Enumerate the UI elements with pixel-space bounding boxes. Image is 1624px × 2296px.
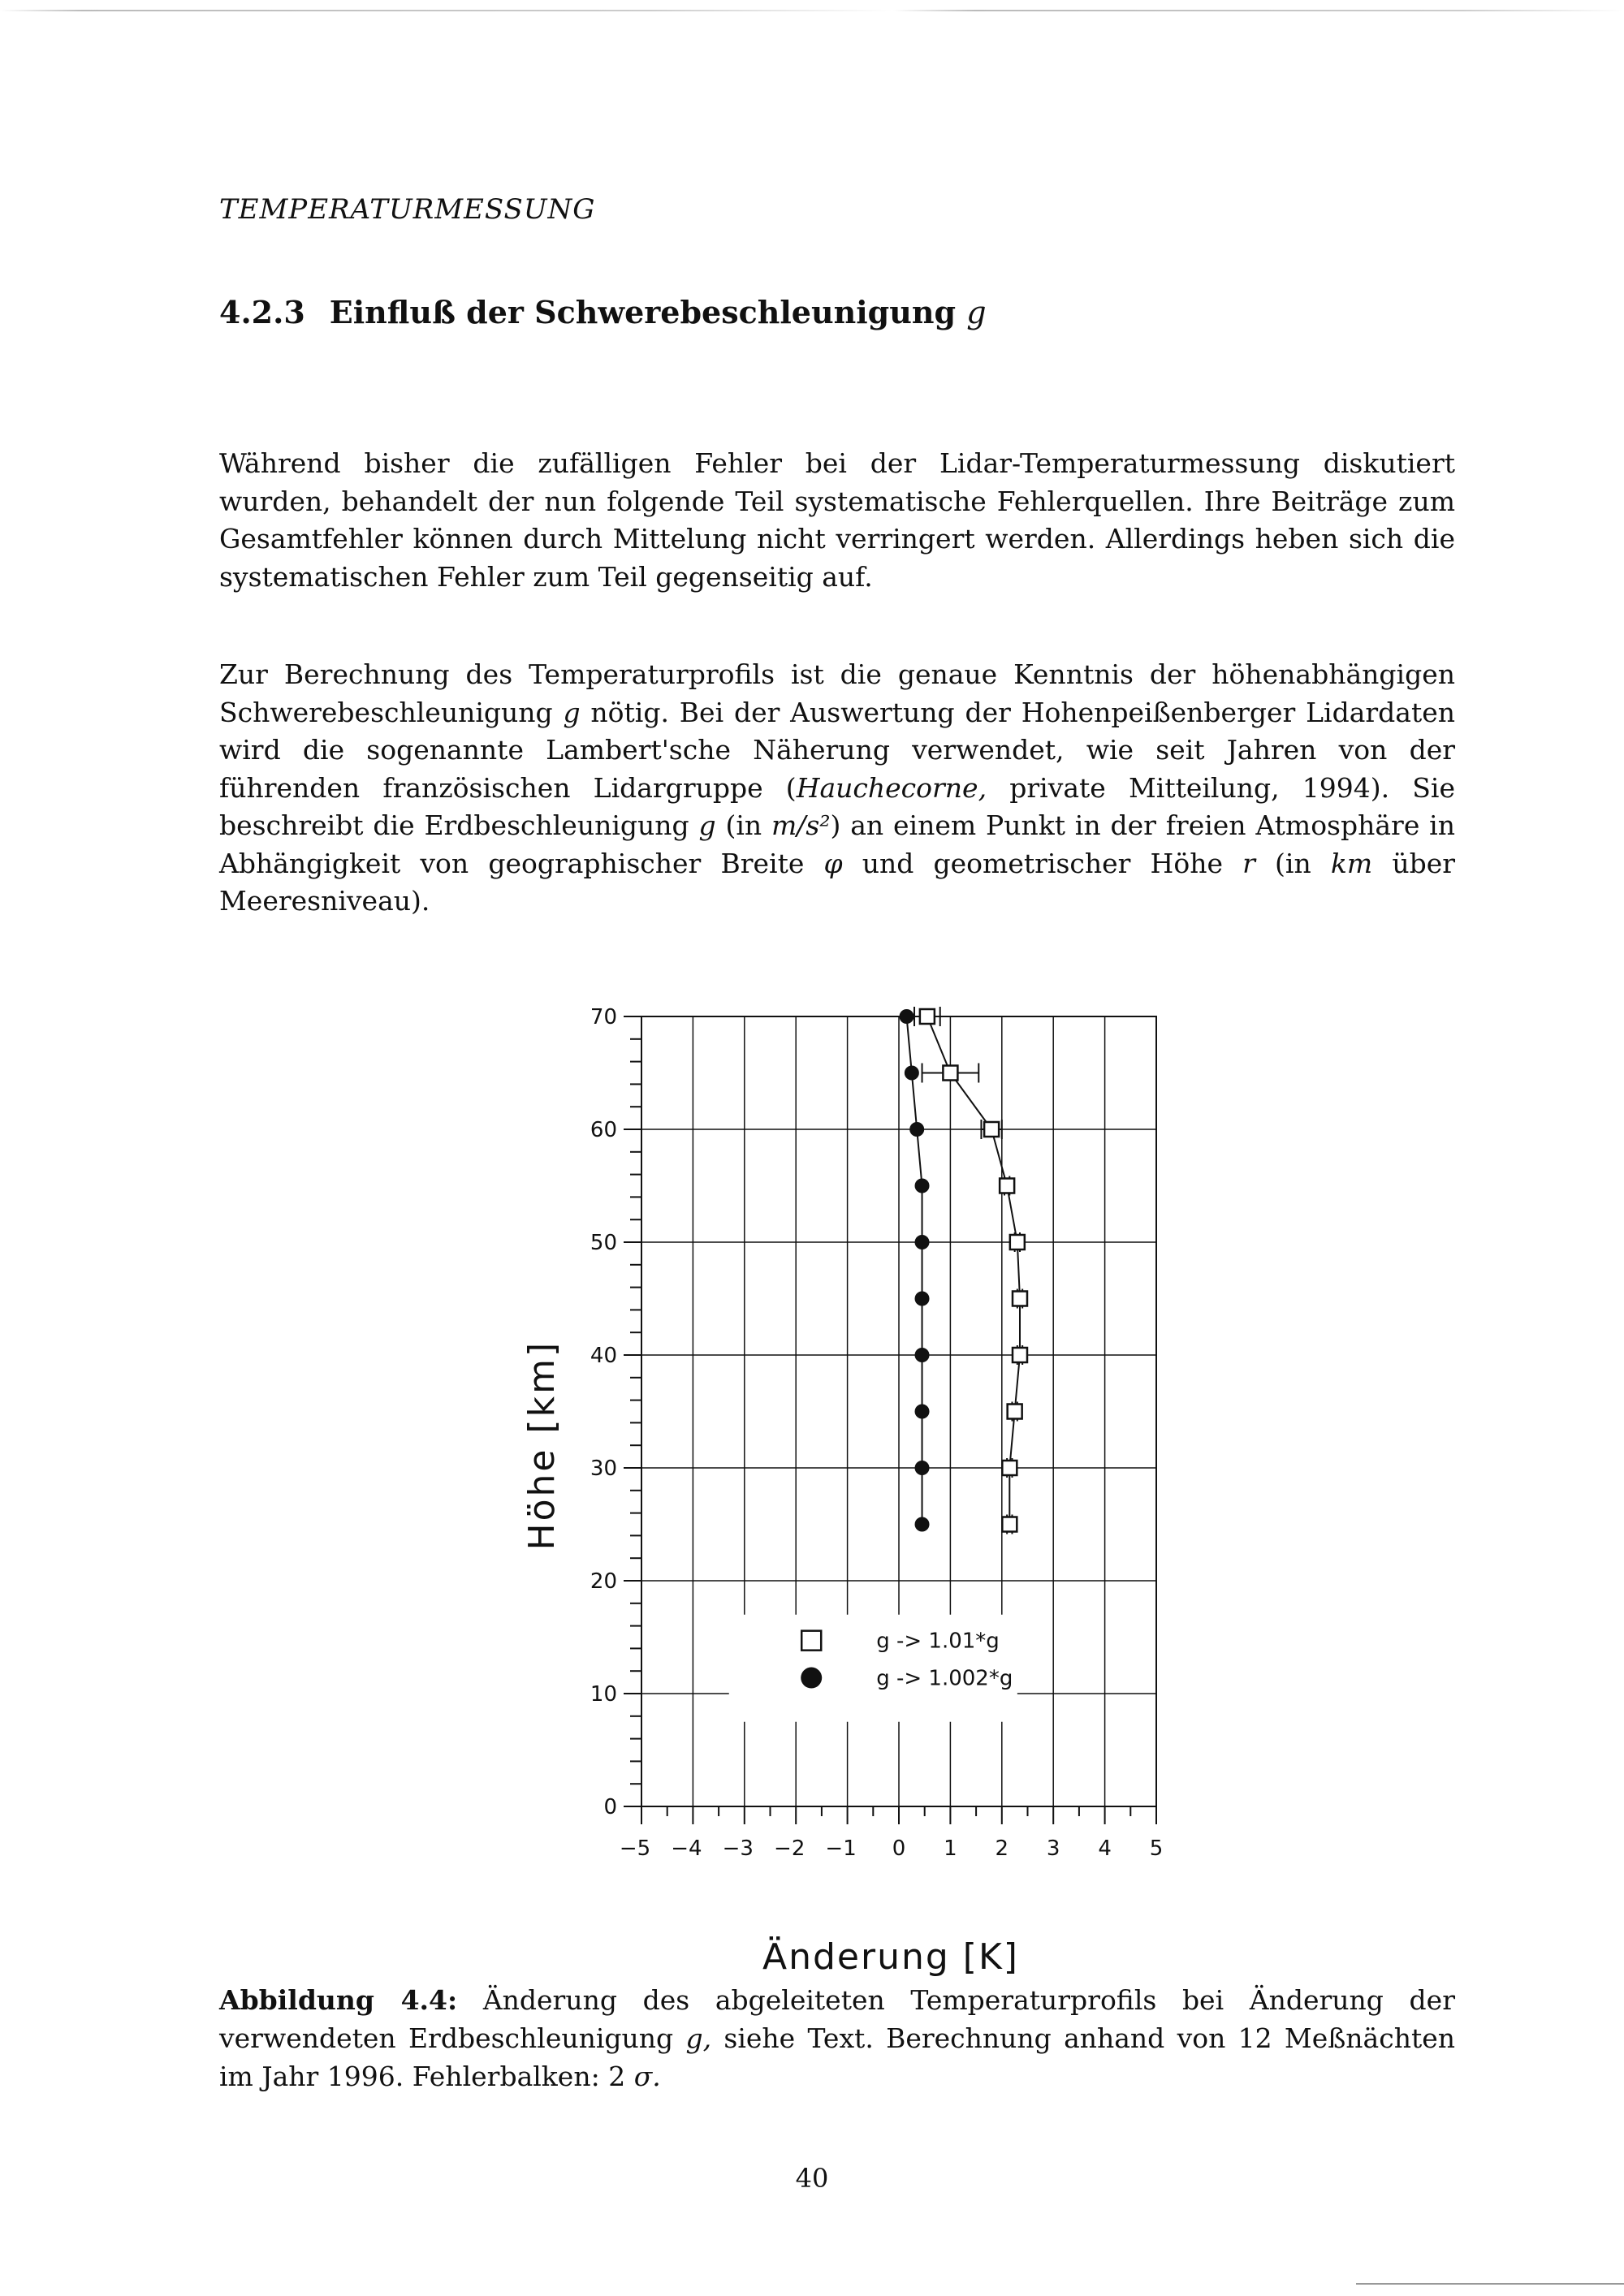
- data-point-square: [1002, 1517, 1017, 1532]
- data-point-square: [1008, 1405, 1022, 1419]
- data-point-square: [920, 1009, 935, 1024]
- data-point-dot: [915, 1235, 930, 1249]
- p2-unit-km: km: [1330, 847, 1373, 879]
- p2-text-4: (in: [715, 809, 771, 841]
- x-tick-label: 0: [892, 1836, 906, 1861]
- data-point-square: [1002, 1461, 1017, 1475]
- paragraph-2: [219, 656, 1455, 921]
- caption-symbol-sigma: σ.: [633, 2061, 661, 2092]
- series-line-1-01g: [927, 1016, 1020, 1525]
- data-point-square: [1010, 1235, 1025, 1249]
- footer-scan-line: [1356, 2283, 1624, 2285]
- data-point-dot: [915, 1348, 930, 1362]
- caption-label: Abbildung 4.4:: [219, 1984, 458, 2016]
- y-tick-label: 70: [590, 1005, 617, 1029]
- y-tick-label: 10: [590, 1682, 617, 1707]
- x-tick-label: −1: [825, 1836, 857, 1861]
- paragraph-1: Während bisher die zufälligen Fehler bei der Lidar-Temperaturmessung diskutiert wurden, behandelt der nun folgende Teil systematische Fehlerquellen. Ihre Beiträge zum Gesamtfehler können durch Mittelung nicht verringert werden. Allerdings heben sich die systematischen Fehler zum Teil gegenseitig auf.: [219, 447, 1455, 593]
- caption-text-2: siehe Text. Berechnung anhand von 12 Meßnächten im Jahr 1996. Fehlerbalken: 2: [219, 2022, 1455, 2092]
- p2-text-6: und geometrischer Höhe: [842, 847, 1243, 879]
- x-tick-label: 5: [1149, 1836, 1164, 1861]
- p2-text-3: private Mitteilung, 1994). Sie beschreibt die Erdbeschleunigung: [219, 771, 1455, 841]
- x-tick-label: −3: [722, 1836, 754, 1861]
- y-tick-label: 20: [590, 1569, 617, 1594]
- data-point-dot: [915, 1405, 930, 1419]
- section-symbol: g: [966, 295, 987, 330]
- chart-svg: [487, 986, 1186, 1977]
- y-tick-label: 0: [603, 1795, 617, 1819]
- x-tick-label: 3: [1046, 1836, 1060, 1861]
- x-tick-label: −4: [671, 1836, 702, 1861]
- x-tick-label: −5: [619, 1836, 651, 1861]
- p2-unit: m/s²: [771, 809, 831, 841]
- p2-text-7: (in: [1255, 847, 1331, 879]
- data-point-dot: [905, 1066, 919, 1081]
- y-tick-label: 60: [590, 1118, 617, 1142]
- data-point-dot: [900, 1009, 914, 1024]
- y-tick-label: 50: [590, 1231, 617, 1255]
- running-header: TEMPERATURMESSUNG: [219, 193, 596, 226]
- data-point-square: [984, 1122, 999, 1137]
- y-tick-label: 30: [590, 1457, 617, 1481]
- series-line-1-002g: [907, 1016, 922, 1525]
- p2-text-5: ) an einem Punkt in der freien Atmosphäre in Abhängigkeit von geographischer Breite: [219, 809, 1455, 879]
- data-point-dot: [915, 1179, 930, 1193]
- p2-symbol-g2: g: [698, 809, 716, 841]
- data-point-square: [1013, 1292, 1027, 1306]
- p2-text-8: über Meeresniveau).: [219, 847, 1456, 917]
- caption-text-1: Änderung des abgeleiteten Temperaturprofils bei Änderung der verwendeten Erdbeschleunigung: [219, 1984, 1455, 2054]
- legend-marker-square: [801, 1631, 821, 1651]
- x-tick-label: 2: [995, 1836, 1009, 1861]
- y-tick-label: 40: [590, 1344, 617, 1368]
- x-tick-label: 4: [1098, 1836, 1112, 1861]
- scan-artifact-line: [0, 10, 1624, 11]
- x-axis-label: Änderung [K]: [762, 1936, 1019, 1977]
- p2-reference: Hauchecorne,: [796, 771, 987, 804]
- x-tick-label: 1: [944, 1836, 957, 1861]
- data-point-square: [1000, 1179, 1014, 1193]
- figure-4-4: [487, 986, 1186, 1977]
- y-axis-label: Höhe [km]: [521, 1340, 563, 1551]
- data-point-dot: [915, 1517, 930, 1532]
- caption-symbol-g: g,: [685, 2022, 712, 2054]
- legend-marker-dot: [801, 1668, 822, 1689]
- section-heading: [219, 294, 987, 330]
- x-tick-label: −2: [774, 1836, 806, 1861]
- page-number: 40: [795, 2163, 829, 2194]
- legend-label-2: g -> 1.002*g: [876, 1666, 1013, 1691]
- section-number: 4.2.3: [219, 294, 305, 330]
- data-point-dot: [909, 1122, 924, 1137]
- figure-caption: [219, 1981, 1455, 2095]
- p2-symbol-g: g: [563, 696, 581, 728]
- p2-text-2: nötig. Bei der Auswertung der Hohenpeißenberger Lidardaten wird die sogenannte Lambert'sche Näherung verwendet, wie seit Jahren von der führenden französischen Lidargruppe (: [219, 696, 1455, 804]
- legend-label-1: g -> 1.01*g: [876, 1629, 1000, 1654]
- data-point-dot: [915, 1461, 930, 1475]
- data-point-dot: [915, 1292, 930, 1306]
- section-title: Einfluß der Schwerebeschleunigung: [329, 294, 957, 330]
- data-point-square: [1013, 1348, 1027, 1362]
- p2-symbol-phi: φ: [823, 847, 843, 879]
- p2-text-1: Zur Berechnung des Temperaturprofils ist die genaue Kenntnis der höhenabhängigen Schwerebeschleunigung: [219, 658, 1455, 728]
- p2-symbol-r: r: [1242, 847, 1255, 879]
- data-point-square: [943, 1066, 957, 1081]
